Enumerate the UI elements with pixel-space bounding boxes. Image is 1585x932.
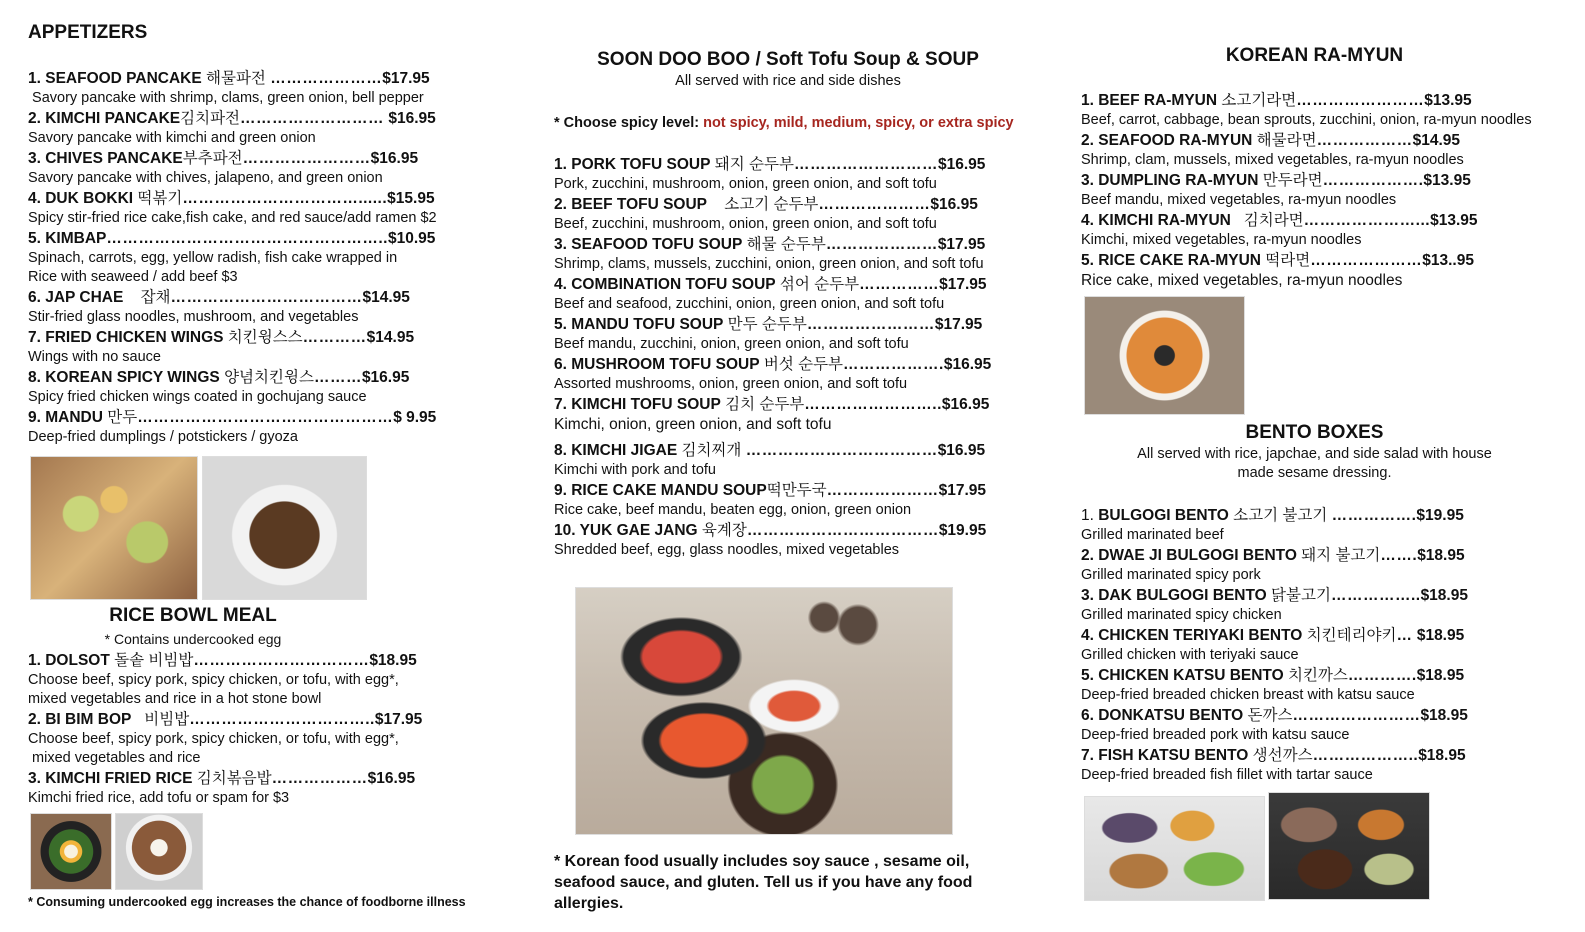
- menu-item-korean-name: 김치라면: [1230, 212, 1304, 229]
- bento-photo-1: [1084, 796, 1265, 901]
- menu-item-line: [554, 154, 991, 175]
- menu-item-name: 7. FISH KATSU BENTO: [1081, 747, 1249, 764]
- menu-item: [28, 108, 437, 148]
- menu-item: [554, 234, 991, 274]
- menu-item-leader-dots: ………………………: [793, 156, 938, 173]
- menu-item-name: 3. DUMPLING RA-MYUN: [1081, 172, 1259, 189]
- soup-subtitle: All served with rice and side dishes: [675, 73, 901, 89]
- menu-item-leader-dots: …………………: [818, 196, 931, 213]
- menu-item-description: Kimchi with pork and tofu: [554, 462, 716, 478]
- menu-item-leader-dots: …………………: [825, 236, 938, 253]
- menu-item-line: [28, 650, 422, 671]
- menu-item-leader-dots: ……………: [859, 276, 940, 293]
- menu-item-name: 1. SEAFOOD PANCAKE: [28, 70, 202, 87]
- menu-item: [28, 228, 437, 287]
- menu-item-line: [1081, 625, 1468, 646]
- menu-item-description: Grilled marinated spicy pork: [1081, 567, 1261, 583]
- menu-item-korean-name: 돈까스: [1243, 707, 1293, 724]
- menu-item: [554, 394, 991, 434]
- menu-item: [554, 520, 991, 560]
- menu-item-description: Deep-fried breaded fish fillet with tartar sauce: [1081, 767, 1373, 783]
- menu-item-korean-name: 닭불고기: [1266, 587, 1331, 604]
- menu-item-description: Beef mandu, zucchini, onion, green onion, and soft tofu: [554, 336, 909, 352]
- menu-item-number: 1.: [1081, 507, 1099, 524]
- menu-item: [1081, 545, 1468, 585]
- menu-item-name: 2. KIMCHI PANCAKE: [28, 110, 181, 127]
- menu-item-korean-name: 김치파전: [180, 110, 241, 127]
- menu-item-description: Grilled chicken with teriyaki sauce: [1081, 647, 1299, 663]
- menu-item-line: [1081, 665, 1468, 686]
- menu-item-leader-dots: ……………………………………………..: [106, 230, 388, 247]
- ramyun-title: KOREAN RA-MYUN: [1225, 45, 1404, 66]
- menu-item-price: $13..95: [1422, 252, 1474, 269]
- menu-item-description: Deep-fried breaded chicken breast with katsu sauce: [1081, 687, 1415, 703]
- menu-item-line: [28, 407, 437, 428]
- menu-item-name: 5. CHICKEN KATSU BENTO: [1081, 667, 1284, 684]
- rice-bowl-subtitle: * Contains undercooked egg: [104, 631, 282, 647]
- menu-item-korean-name: 치킨까스: [1283, 667, 1348, 684]
- menu-item-name: 3. KIMCHI FRIED RICE: [28, 770, 193, 787]
- menu-item-price: $16.95: [930, 196, 978, 213]
- menu-item: [554, 274, 991, 314]
- menu-item-name: 6. JAP CHAE: [28, 289, 124, 306]
- menu-item-name: 5. RICE CAKE RA-MYUN: [1081, 252, 1261, 269]
- menu-item-korean-name: 돼지 불고기: [1296, 547, 1381, 564]
- menu-item-line: [28, 768, 422, 789]
- menu-item-description: Stir-fried glass noodles, mushroom, and vegetables: [28, 309, 359, 325]
- menu-item: [28, 407, 437, 447]
- menu-item-description: Savory pancake with chives, jalapeno, and green onion: [28, 170, 383, 186]
- menu-item-description: Deep-fried dumplings / potstickers / gyoza: [28, 429, 298, 445]
- menu-item: [1081, 250, 1532, 290]
- menu-item-description: Spicy stir-fried rice cake,fish cake, and red sauce/add ramen $2: [28, 210, 437, 226]
- seafood-pancake-photo: [30, 456, 198, 600]
- menu-item-price: $10.95: [388, 230, 436, 247]
- menu-item-name: 3. DAK BULGOGI BENTO: [1081, 587, 1267, 604]
- soup-title: SOON DOO BOO / Soft Tofu Soup & SOUP: [597, 49, 979, 70]
- menu-item: [1081, 705, 1468, 745]
- ramyun-photo: [1084, 296, 1245, 415]
- menu-item-description: Shrimp, clams, mussels, zucchini, onion, green onion, and soft tofu: [554, 256, 984, 272]
- menu-item-line: [1081, 90, 1532, 111]
- menu-item-leader-dots: ………………………………: [170, 289, 363, 306]
- bento-title: BENTO BOXES: [1245, 422, 1384, 443]
- menu-item-leader-dots: ……………………: [1296, 92, 1425, 109]
- menu-item-korean-name: 만두라면: [1258, 172, 1323, 189]
- menu-item-name: 8. KOREAN SPICY WINGS: [28, 369, 220, 386]
- menu-item-name: 8. KIMCHI JIGAE: [554, 442, 678, 459]
- menu-item-description: Choose beef, spicy pork, spicy chicken, or tofu, with egg*,: [28, 731, 399, 747]
- menu-item-price: $17.95: [937, 236, 986, 253]
- menu-item-name: 7. KIMCHI TOFU SOUP: [554, 396, 721, 413]
- menu-item-name: 5. MANDU TOFU SOUP: [554, 316, 724, 333]
- menu-item-line: [1081, 585, 1468, 606]
- menu-item-description: Savory pancake with kimchi and green onion: [28, 130, 316, 146]
- menu-item: [1081, 625, 1468, 665]
- menu-item-leader-dots: ………………………………: [746, 522, 939, 539]
- menu-item-price: $16.95: [937, 156, 986, 173]
- menu-item-name: 6. MUSHROOM TOFU SOUP: [554, 356, 760, 373]
- menu-item-price: $16.95: [943, 356, 992, 373]
- appetizers-list: [28, 68, 437, 447]
- menu-item-price: $18.95: [1412, 627, 1465, 644]
- menu-item-line: [554, 234, 991, 255]
- menu-item-price: $19.95: [938, 522, 987, 539]
- menu-item-price: $13.95: [1423, 172, 1471, 189]
- menu-item-description: Grilled marinated beef: [1081, 527, 1224, 543]
- menu-item: [1081, 505, 1468, 545]
- kimchi-fried-rice-photo: [115, 813, 203, 890]
- menu-item-description: Assorted mushrooms, onion, green onion, and soft tofu: [554, 376, 908, 392]
- menu-item-description: Beef and seafood, zucchini, onion, green onion, and soft tofu: [554, 296, 945, 312]
- menu-item-korean-name: 떡만두국: [766, 482, 827, 499]
- menu-item-description: Rice cake, beef mandu, beaten egg, onion, green onion: [554, 502, 912, 518]
- menu-item: [1081, 130, 1532, 170]
- appetizers-title: APPETIZERS: [28, 22, 148, 43]
- menu-item-name: 4. COMBINATION TOFU SOUP: [554, 276, 776, 293]
- menu-item: [1081, 585, 1468, 625]
- menu-item-price: $13.95: [1424, 92, 1472, 109]
- menu-item-leader-dots: …………………...: [1303, 212, 1431, 229]
- menu-item-leader-dots: ………: [313, 369, 362, 386]
- menu-item-leader-dots: ……………………: [806, 316, 935, 333]
- menu-item: [28, 188, 437, 228]
- menu-item-description: Kimchi fried rice, add tofu or spam for $3: [28, 790, 290, 806]
- menu-item: [28, 768, 422, 808]
- menu-item: [554, 314, 991, 354]
- menu-item-price: $13.95: [1430, 212, 1478, 229]
- menu-item-description: Shrimp, clam, mussels, mixed vegetables, ra-myun noodles: [1081, 152, 1464, 168]
- menu-item-name: 3. SEAFOOD TOFU SOUP: [554, 236, 743, 253]
- menu-item-line: [554, 194, 991, 215]
- menu-item-description: Beef, carrot, cabbage, bean sprouts, zucchini, onion, ra-myun noodles: [1081, 112, 1532, 128]
- menu-item-description: mixed vegetables and rice in a hot stone bowl: [28, 691, 322, 707]
- menu-item-price: $18.95: [1417, 547, 1465, 564]
- menu-item-line: [28, 367, 437, 388]
- menu-item: [28, 367, 437, 407]
- menu-item-line: [28, 228, 437, 249]
- menu-item: [554, 154, 991, 194]
- menu-item-korean-name: 육계장: [697, 522, 747, 539]
- menu-item-line: [1081, 130, 1532, 151]
- menu-item-korean-name: 소고기 불고기: [1228, 507, 1332, 524]
- menu-item-description: Shredded beef, egg, glass noodles, mixed vegetables: [554, 542, 900, 558]
- menu-item-korean-name: 잡채: [123, 289, 171, 306]
- menu-item-korean-name: 소고기 순두부: [707, 196, 819, 213]
- menu-item-name: 10. YUK GAE JANG: [554, 522, 698, 539]
- menu-item-korean-name: 만두: [102, 409, 138, 426]
- menu-item-korean-name: 생선까스: [1248, 747, 1313, 764]
- allergy-note: * Korean food usually includes soy sauce , sesame oil, seafood sauce, and gluten. Tell us if you have any food allergies.: [554, 853, 973, 912]
- rice-bowl-list: [28, 650, 422, 808]
- menu-item-price: $16.95: [370, 150, 419, 167]
- menu-item-price: $15.95: [387, 190, 435, 207]
- menu-item-description: Wings with no sauce: [28, 349, 161, 365]
- japchae-photo: [202, 456, 367, 600]
- menu-item-korean-name: 해물라면: [1252, 132, 1317, 149]
- menu-item-korean-name: 소고기라면: [1217, 92, 1297, 109]
- menu-item-name: 9. RICE CAKE MANDU SOUP: [554, 482, 767, 499]
- menu-item-price: $14.95: [366, 329, 415, 346]
- menu-item-name: 1. BEEF RA-MYUN: [1081, 92, 1218, 109]
- menu-item: [1081, 170, 1532, 210]
- menu-item-line: [28, 709, 422, 730]
- menu-item-description: Deep-fried breaded pork with katsu sauce: [1081, 727, 1350, 743]
- menu-item-price: $19.95: [1416, 507, 1464, 524]
- menu-item-line: [1081, 505, 1468, 526]
- menu-item-description: Savory pancake with shrimp, clams, green onion, bell pepper: [28, 90, 424, 106]
- menu-item-description: Spinach, carrots, egg, yellow radish, fish cake wrapped in: [28, 250, 398, 266]
- tofu-soup-spread-photo: [575, 587, 953, 835]
- menu-item-korean-name: 떡라면: [1260, 252, 1311, 269]
- menu-item-line: [554, 314, 991, 335]
- menu-item-leader-dots: ……………………..: [804, 396, 942, 413]
- menu-item-leader-dots: …………………: [270, 70, 383, 87]
- menu-item-line: [28, 188, 437, 209]
- menu-item-price: $18.95: [1420, 587, 1468, 604]
- menu-item-name: 2. BEEF TOFU SOUP: [554, 196, 708, 213]
- soup-list: [554, 154, 991, 560]
- menu-item-leader-dots: …: [1396, 627, 1413, 644]
- menu-item: [28, 709, 422, 768]
- menu-item-description: Grilled marinated spicy chicken: [1081, 607, 1282, 623]
- menu-item: [28, 327, 437, 367]
- bento-list: [1081, 505, 1468, 785]
- menu-item-line: [554, 480, 991, 501]
- menu-item-price: $17.95: [938, 482, 987, 499]
- undercooked-egg-footnote: * Consuming undercooked egg increases the chance of foodborne illness: [28, 895, 466, 909]
- ramyun-list: [1081, 90, 1532, 290]
- menu-item-line: [1081, 705, 1468, 726]
- bento-subtitle-1: All served with rice, japchae, and side salad with house: [1137, 446, 1492, 462]
- menu-item-price: $16.95: [361, 369, 410, 386]
- menu-item-price: $16.95: [941, 396, 990, 413]
- menu-item-leader-dots: ………………: [1316, 132, 1413, 149]
- menu-item-line: [554, 274, 991, 295]
- menu-item-leader-dots: ………………………: [240, 110, 385, 127]
- menu-item: [1081, 210, 1532, 250]
- menu-item-leader-dots: …………: [302, 329, 367, 346]
- menu-item-name: 2. SEAFOOD RA-MYUN: [1081, 132, 1253, 149]
- menu-item-price: $17.95: [939, 276, 987, 293]
- menu-item-leader-dots: ……………………: [1292, 707, 1421, 724]
- menu-item-korean-name: 부추파전: [182, 150, 243, 167]
- menu-item: [554, 440, 991, 480]
- menu-item-korean-name: 만두 순두부: [723, 316, 807, 333]
- menu-item-name: 6. DONKATSU BENTO: [1081, 707, 1244, 724]
- menu-item: [1081, 745, 1468, 785]
- menu-item-price: $16.95: [937, 442, 986, 459]
- menu-item-leader-dots: …………………: [1310, 252, 1423, 269]
- menu-item-description: Kimchi, mixed vegetables, ra-myun noodles: [1081, 232, 1362, 248]
- menu-item-line: [554, 440, 991, 461]
- menu-item: [1081, 90, 1532, 130]
- menu-item-price: $17.95: [934, 316, 983, 333]
- menu-item-description: Kimchi, onion, green onion, and soft tofu: [554, 416, 832, 433]
- menu-item-line: [1081, 210, 1532, 231]
- menu-item-price: $16.95: [367, 770, 416, 787]
- menu-item-korean-name: 치킨테리야키: [1302, 627, 1397, 644]
- rice-bowl-title: RICE BOWL MEAL: [109, 605, 277, 626]
- menu-item-name: 1. DOLSOT: [28, 652, 110, 669]
- menu-item-leader-dots: ………………..: [1312, 747, 1419, 764]
- menu-item-korean-name: 양념치킨윙스: [219, 369, 314, 386]
- menu-item-price: $18.95: [1420, 707, 1468, 724]
- menu-item-name: 1. PORK TOFU SOUP: [554, 156, 711, 173]
- menu-item-name: 4. CHICKEN TERIYAKI BENTO: [1081, 627, 1303, 644]
- menu-item: [554, 480, 991, 520]
- menu-item-line: [1081, 170, 1532, 191]
- menu-item-line: [28, 327, 437, 348]
- menu-item-leader-dots: ……………..: [1330, 587, 1421, 604]
- menu-item-price: $ 9.95: [393, 409, 437, 426]
- menu-item-korean-name: 떡볶기: [133, 190, 183, 207]
- menu-item-price: $14.95: [1412, 132, 1460, 149]
- bento-subtitle-2: made sesame dressing.: [1237, 465, 1392, 481]
- menu-item-name: 2. BI BIM BOP: [28, 711, 132, 728]
- menu-item-korean-name: 섞어 순두부: [775, 276, 860, 293]
- menu-item-korean-name: 김치 순두부: [720, 396, 805, 413]
- menu-item-description: mixed vegetables and rice: [28, 750, 201, 766]
- menu-item-price: $14.95: [362, 289, 410, 306]
- menu-item-korean-name: 돌솥 비빔밥: [109, 652, 194, 669]
- spicy-level-options: not spicy, mild, medium, spicy, or extra spicy: [703, 115, 1014, 131]
- menu-item-line: [1081, 745, 1468, 766]
- menu-item: [28, 650, 422, 709]
- menu-item-name: 2. DWAE JI BULGOGI BENTO: [1081, 547, 1297, 564]
- menu-item: [28, 287, 437, 327]
- menu-item-leader-dots: ……………………………......: [182, 190, 388, 207]
- menu-item-leader-dots: ……………….: [1322, 172, 1424, 189]
- menu-item-description: Beef, zucchini, mushroom, onion, green onion, and soft tofu: [554, 216, 937, 232]
- menu-item-korean-name: 비빔밥: [131, 711, 190, 728]
- menu-item-price: $17.95: [374, 711, 423, 728]
- menu-item-name: BULGOGI BENTO: [1098, 507, 1229, 524]
- menu-item-line: [28, 68, 437, 89]
- menu-item-korean-name: 치킨윙스스: [223, 329, 303, 346]
- menu-item-line: [1081, 545, 1468, 566]
- menu-item-leader-dots: …….: [1380, 547, 1418, 564]
- menu-item-description: Rice with seaweed / add beef $3: [28, 269, 238, 285]
- menu-item: [28, 68, 437, 108]
- menu-item-line: [28, 287, 437, 308]
- menu-item-leader-dots: ……………………: [242, 150, 371, 167]
- menu-item-leader-dots: …………………: [826, 482, 939, 499]
- menu-item-description: Beef mandu, mixed vegetables, ra-myun noodles: [1081, 192, 1397, 208]
- menu-item-description: Rice cake, mixed vegetables, ra-myun noodles: [1081, 272, 1403, 289]
- menu-item-leader-dots: ……………………………..: [189, 711, 375, 728]
- menu-item-korean-name: 돼지 순두부: [710, 156, 794, 173]
- menu-item-line: [554, 520, 991, 541]
- menu-item-name: 4. DUK BOKKI: [28, 190, 134, 207]
- menu-item-name: 3. CHIVES PANCAKE: [28, 150, 183, 167]
- menu-item-leader-dots: …………….: [1331, 507, 1417, 524]
- menu-item-korean-name: 버섯 순두부: [759, 356, 844, 373]
- menu-item-name: 4. KIMCHI RA-MYUN: [1081, 212, 1231, 229]
- menu-item-price: $17.95: [382, 70, 430, 87]
- menu-item: [28, 148, 437, 188]
- menu-item-line: [554, 354, 991, 375]
- menu-item-leader-dots: ………………………………: [745, 442, 938, 459]
- menu-item-description: Spicy fried chicken wings coated in gochujang sauce: [28, 389, 367, 405]
- menu-item-leader-dots: ………………: [271, 770, 368, 787]
- menu-item-korean-name: 김치볶음밥: [192, 770, 272, 787]
- menu-item-leader-dots: …………………………………………: [137, 409, 394, 426]
- spicy-level-label: * Choose spicy level:: [554, 115, 704, 131]
- menu-item-leader-dots: ……………….: [843, 356, 944, 373]
- menu-item-korean-name: 해물파전: [201, 70, 271, 87]
- menu-item-korean-name: 해물 순두부: [742, 236, 826, 253]
- menu-item-line: [1081, 250, 1532, 271]
- menu-item-description: Pork, zucchini, mushroom, onion, green onion, and soft tofu: [554, 176, 937, 192]
- dolsot-photo: [30, 813, 112, 890]
- menu-item: [554, 194, 991, 234]
- menu-item: [1081, 665, 1468, 705]
- menu-item-line: [554, 394, 991, 415]
- spicy-level-note: [554, 115, 1014, 131]
- menu-item-name: 5. KIMBAP: [28, 230, 107, 247]
- menu-item-leader-dots: ………….: [1347, 667, 1417, 684]
- menu-item-name: 7. FRIED CHICKEN WINGS: [28, 329, 224, 346]
- menu-item-price: $18.95: [1416, 667, 1465, 684]
- menu-item-line: [28, 148, 437, 169]
- menu-item-leader-dots: ……………………………: [193, 652, 370, 669]
- menu-item-line: [28, 108, 437, 129]
- menu-item-korean-name: 김치찌개: [677, 442, 746, 459]
- menu-item-name: 9. MANDU: [28, 409, 103, 426]
- menu-item: [554, 354, 991, 394]
- menu-item-price: $18.95: [1418, 747, 1466, 764]
- bento-photo-2: [1268, 792, 1430, 900]
- menu-item-description: Choose beef, spicy pork, spicy chicken, or tofu, with egg*,: [28, 672, 399, 688]
- menu-item-price: $18.95: [369, 652, 417, 669]
- menu-item-price: $16.95: [384, 110, 436, 127]
